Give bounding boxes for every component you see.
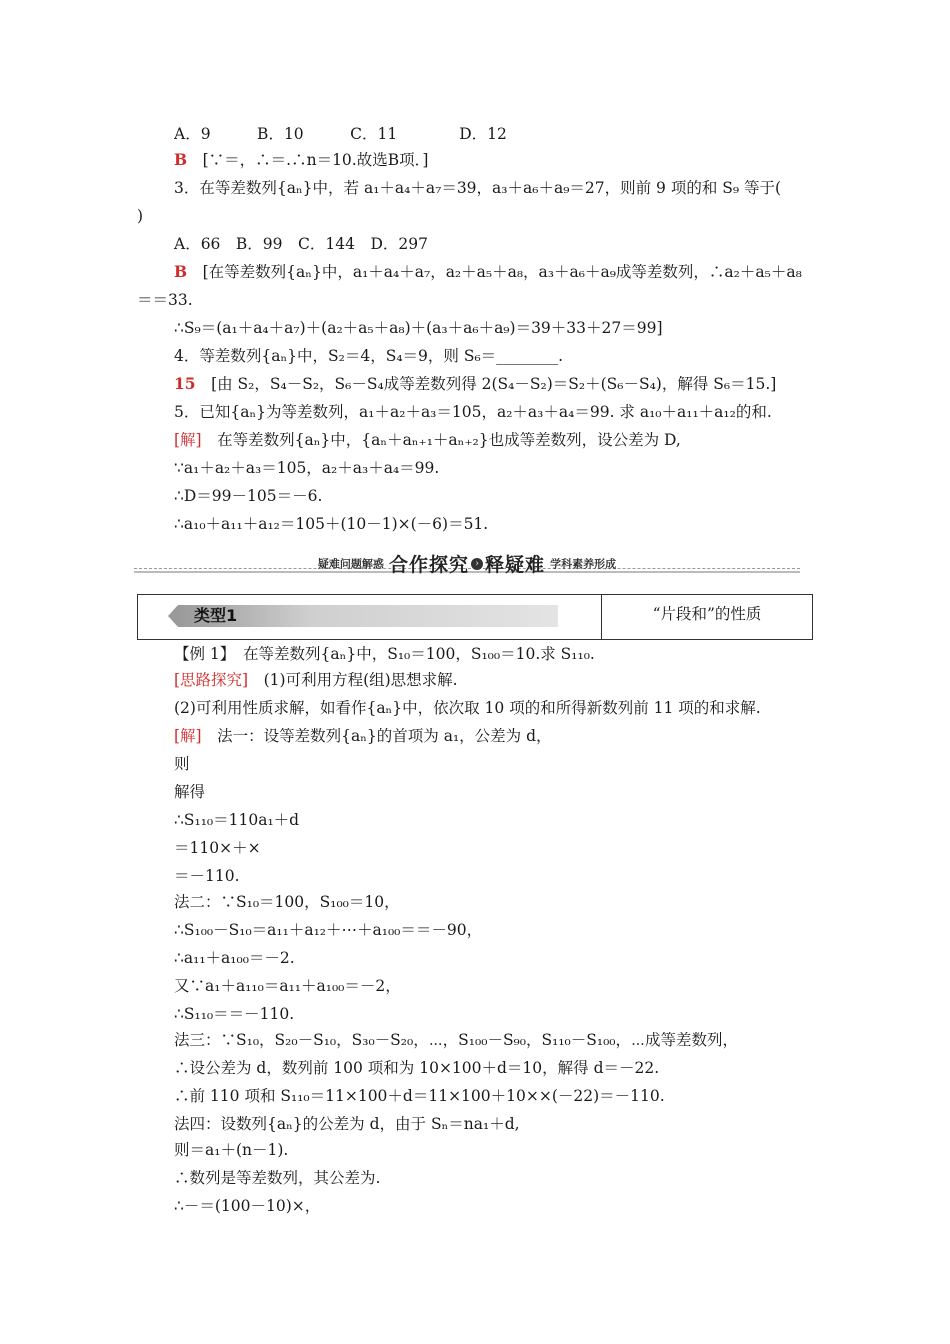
text-line [174,430,681,450]
answer-mark: B [174,150,188,169]
line-text: 法二：∵S₁₀＝100，S₁₀₀＝10， [174,893,400,911]
answer-mark: 15 [174,374,196,393]
text-line [174,754,190,774]
line-text: 法三：∵S₁₀，S₂₀－S₁₀，S₃₀－S₂₀，⋯，S₁₀₀－S₉₀，S₁₁₀－S₁₀₀，⋯成等差数列， [174,1031,738,1049]
text-line [174,1086,665,1106]
text-line [174,644,595,664]
type-cell [138,595,602,639]
line-text: ∵a₁＋a₂＋a₃＝105，a₂＋a₃＋a₄＝99. [174,459,440,477]
text-line [174,1004,294,1024]
text-line [174,670,458,690]
text-line [137,206,143,226]
line-text: [∵＝，∴＝.∴n＝10.故选B项．] [187,151,429,169]
section-banner [134,550,800,576]
line-text: ∴数列是等差数列，其公差为. [174,1169,381,1187]
banner-left-text: 疑难问题解惑 [317,557,384,571]
text-line [174,178,781,198]
text-line [174,1140,288,1160]
chevron-right-icon: › [471,558,483,570]
banner-main-text-2: 释疑难 [485,554,546,576]
text-line [174,262,802,282]
line-text: ∴a₁₁＋a₁₀₀＝－2. [174,949,295,967]
answer-mark: B [174,262,188,281]
line-text: ∴a₁₀＋a₁₁＋a₁₂＝105＋(10－1)×(－6)＝51. [174,515,489,533]
line-text: 3．在等差数列{aₙ}中，若 a₁＋a₄＋a₇＝39，a₃＋a₆＋a₉＝27，则前 9 项的和 S₉ 等于( [174,179,782,197]
text-line [174,150,428,170]
text-line [174,726,552,746]
text-line [174,514,488,534]
line-text: ∴－＝(100－10)×， [174,1197,321,1215]
text-line [174,374,776,394]
line-text: ∴S₉＝(a₁＋a₄＋a₇)＋(a₂＋a₅＋a₈)＋(a₃＋a₆＋a₉)＝39＋33＋27＝99] [174,319,663,337]
solution-tag: [解] [174,431,202,449]
line-text: 又∵a₁＋a₁₁₀＝a₁₁＋a₁₀₀＝－2， [174,977,401,995]
type-label: 类型1 [194,606,238,625]
text-line [174,698,761,718]
line-text: ＝＝33. [137,291,193,309]
line-text: 【例 1】 在等差数列{aₙ}中，S₁₀＝100，S₁₀₀＝10.求 S₁₁₀. [174,645,595,663]
banner-text [134,550,800,577]
text-line [174,458,439,478]
text-line [174,810,299,830]
line-text: ∴D＝99－105＝－6. [174,487,323,505]
line-text: 法一：设等差数列{aₙ}的首项为 a₁，公差为 d， [201,727,552,745]
line-text: [由 S₂，S₄－S₂，S₆－S₄成等差数列得 2(S₄－S₂)＝S₂＋(S₆－S₄)，解得 S₆＝15.] [195,375,777,393]
line-text: ＝110×＋× [174,839,261,857]
text-line [174,948,295,968]
text-line [174,1030,738,1050]
text-line [174,976,401,996]
text-line [174,1196,320,1216]
line-text: ＝－110. [174,867,240,885]
line-text: ∴S₁₀₀－S₁₀＝a₁₁＋a₁₂＋⋯＋a₁₀₀＝＝－90， [174,921,483,939]
line-text: 法四：设数列{aₙ}的公差为 d，由于 Sₙ＝na₁＋d, [174,1115,520,1133]
text-line [174,318,663,338]
banner-right-text: 学科素养形成 [550,557,617,571]
line-text: 4．等差数列{aₙ}中，S₂＝4，S₄＝9，则 S₆＝________. [174,347,564,365]
text-line [174,486,322,506]
text-line [174,866,240,886]
line-text: 则＝a₁＋(n－1). [174,1141,289,1159]
type-table [137,594,813,640]
line-text: [在等差数列{aₙ}中，a₁＋a₄＋a₇，a₂＋a₅＋a₈，a₃＋a₆＋a₉成等差数列，∴a₂＋a₅＋a₈ [187,263,802,281]
text-line [174,1114,520,1134]
line-text: A．9 B．10 C．11 D．12 [174,125,507,143]
line-text: 解得 [174,783,206,801]
text-line [174,1168,380,1188]
line-text: ) [137,207,144,225]
line-text: (1)可利用方程(组)思想求解. [248,671,458,689]
line-text: 5．已知{aₙ}为等差数列，a₁＋a₂＋a₃＝105，a₂＋a₃＋a₄＝99. 求 a₁₀＋a₁₁＋a₁₂的和. [174,403,772,421]
text-line [174,402,772,422]
type-tab [178,605,558,627]
text-line [174,1058,659,1078]
line-text: ∴S₁₁₀＝110a₁＋d [174,811,300,829]
tab-notch [168,605,178,627]
text-line [174,782,205,802]
line-text: 则 [174,755,190,773]
text-line [174,234,428,254]
topic-cell: “片段和”的性质 [652,605,762,623]
line-text: A．66 B．99 C．144 D．297 [174,235,428,253]
text-line [174,892,400,912]
line-text: (2)可利用性质求解，如看作{aₙ}中，依次取 10 项的和所得新数列前 11 项的和求解. [174,699,761,717]
text-line [174,124,507,144]
solution-tag: [解] [174,727,202,745]
text-line [174,838,261,858]
banner-main-text-1: 合作探究 [388,554,469,576]
line-text: ∴设公差为 d，数列前 100 项和为 10×100＋d＝10，解得 d＝－22. [174,1059,660,1077]
line-text: ∴前 110 项和 S₁₁₀＝11×100＋d＝11×100＋10××(－22)＝－110. [174,1087,665,1105]
text-line [174,920,482,940]
line-text: 在等差数列{aₙ}中，{aₙ＋aₙ₊₁＋aₙ₊₂}也成等差数列，设公差为 D, [201,431,681,449]
text-line [174,346,563,366]
solution-tag: [思路探究] [174,671,249,689]
text-line [137,290,193,310]
line-text: ∴S₁₁₀＝＝－110. [174,1005,295,1023]
